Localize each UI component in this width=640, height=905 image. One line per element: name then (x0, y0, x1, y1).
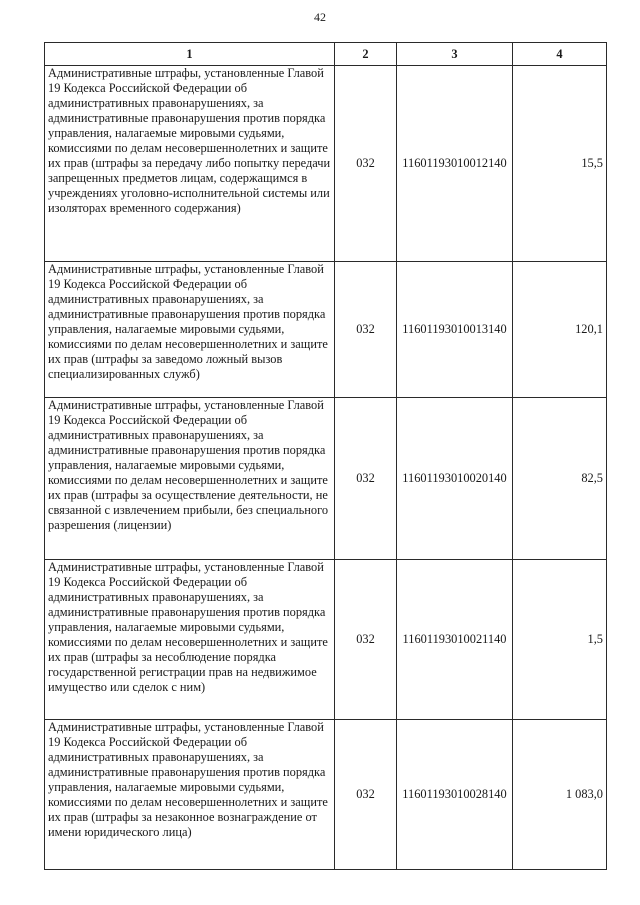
row-admin-code: 032 (335, 66, 397, 262)
row-amount: 82,5 (513, 398, 607, 560)
row-budget-code: 11601193010028140 (397, 720, 513, 870)
header-row (45, 43, 607, 66)
revenue-table (44, 42, 607, 870)
table-header (45, 43, 607, 66)
row-description: Административные штрафы, установленные Главой 19 Кодекса Российской Федерации об административных правонарушениях, за административные правонарушения против порядка управления, налагаемые мировыми судьями, комиссиями по делам несовершеннолетних и защите их прав (штрафы за осуществление деятельности, не связанной с извлечением прибыли, без специального разрешения (лицензии) (45, 398, 335, 560)
row-description: Административные штрафы, установленные Главой 19 Кодекса Российской Федерации об административных правонарушениях, за административные правонарушения против порядка управления, налагаемые мировыми судьями, комиссиями по делам несовершеннолетних и защите их прав (штрафы за передачу либо попытку передачи запрещенных предметов лицам, содержащимся в учреждениях уголовно-исполнительной системы или изоляторах временного содержания) (45, 66, 335, 262)
table-body (45, 66, 607, 870)
column-header-amount: 4 (513, 43, 607, 66)
table-row (45, 560, 607, 720)
row-amount: 1 083,0 (513, 720, 607, 870)
row-admin-code: 032 (335, 398, 397, 560)
row-description: Административные штрафы, установленные Главой 19 Кодекса Российской Федерации об административных правонарушениях, за административные правонарушения против порядка управления, налагаемые мировыми судьями, комиссиями по делам несовершеннолетних и защите их прав (штрафы за заведомо ложный вызов специализированных служб) (45, 262, 335, 398)
row-admin-code: 032 (335, 720, 397, 870)
row-budget-code: 11601193010021140 (397, 560, 513, 720)
table-row (45, 66, 607, 262)
column-header-budget-code: 3 (397, 43, 513, 66)
row-budget-code: 11601193010020140 (397, 398, 513, 560)
table-row (45, 720, 607, 870)
row-admin-code: 032 (335, 560, 397, 720)
column-header-description: 1 (45, 43, 335, 66)
row-budget-code: 11601193010013140 (397, 262, 513, 398)
column-header-admin-code: 2 (335, 43, 397, 66)
row-description: Административные штрафы, установленные Главой 19 Кодекса Российской Федерации об административных правонарушениях, за административные правонарушения против порядка управления, налагаемые мировыми судьями, комиссиями по делам несовершеннолетних и защите их прав (штрафы за незаконное вознаграждение от имени юридического лица) (45, 720, 335, 870)
table-row (45, 262, 607, 398)
row-amount: 1,5 (513, 560, 607, 720)
table-row (45, 398, 607, 560)
row-amount: 15,5 (513, 66, 607, 262)
row-amount: 120,1 (513, 262, 607, 398)
page-number: 42 (314, 10, 326, 24)
row-description: Административные штрафы, установленные Главой 19 Кодекса Российской Федерации об административных правонарушениях, за административные правонарушения против порядка управления, налагаемые мировыми судьями, комиссиями по делам несовершеннолетних и защите их прав (штрафы за несоблюдение порядка государственной регистрации прав на недвижимое имущество или сделок с ним) (45, 560, 335, 720)
row-budget-code: 11601193010012140 (397, 66, 513, 262)
row-admin-code: 032 (335, 262, 397, 398)
